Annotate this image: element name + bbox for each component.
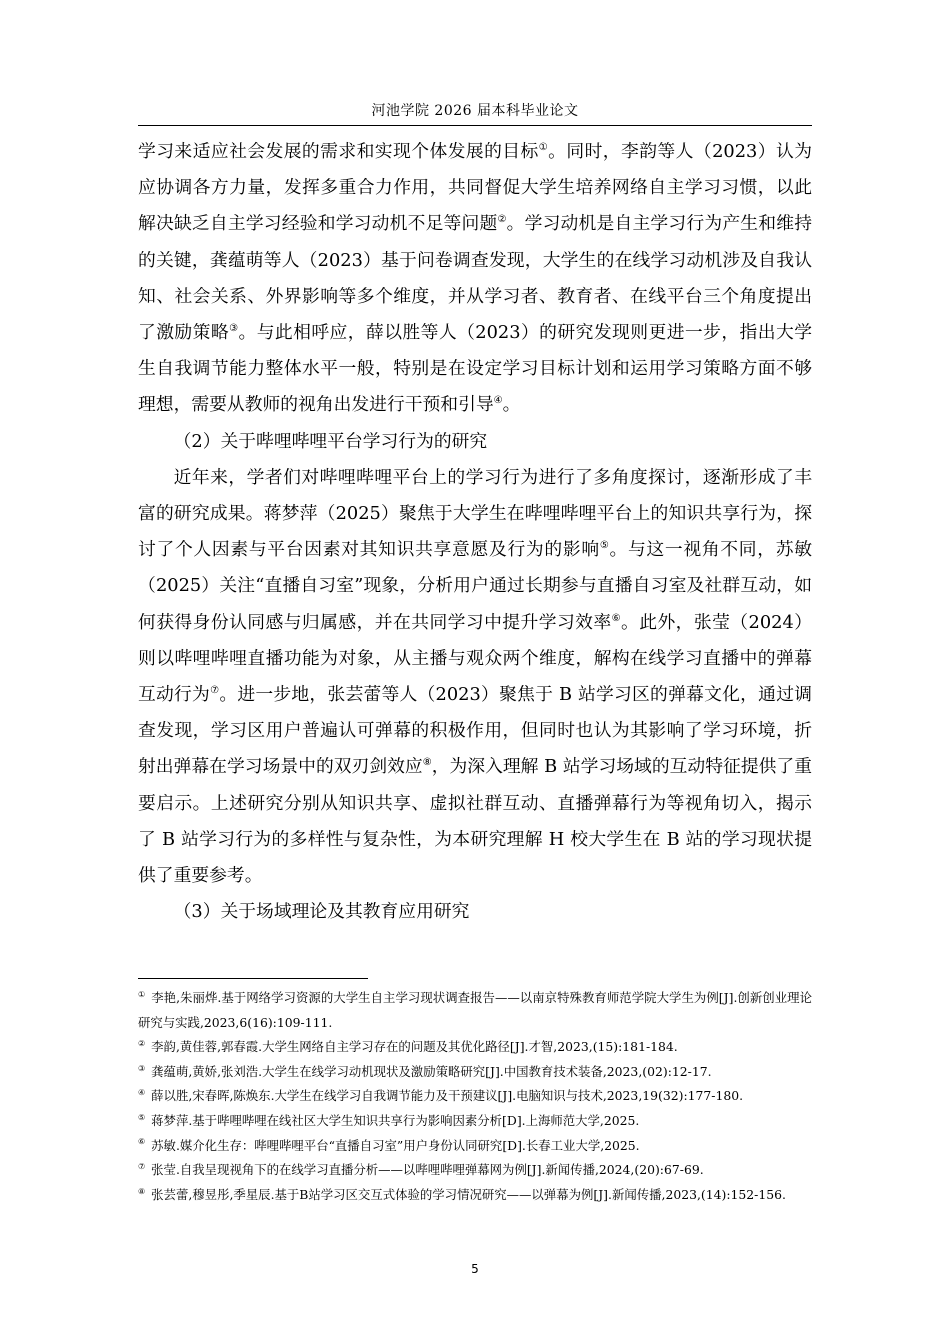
subheading-3: （3）关于场域理论及其教育应用研究: [173, 901, 470, 923]
footnote-divider: [138, 978, 368, 979]
footnote-5: ⑤ 蒋梦萍.基于哔哩哔哩在线社区大学生知识共享行为影响因素分析[D].上海师范大学,2025.: [138, 1112, 640, 1128]
footnote-3: ③ 龚蕴萌,黄娇,张刘浩.大学生在线学习动机现状及激励策略研究[J].中国教育技术装备,2023,(02):12-17.: [138, 1063, 712, 1079]
footnote-ref-8[interactable]: ⑧: [422, 757, 432, 769]
footnote-ref-2[interactable]: ②: [497, 214, 507, 226]
page-number: 5: [471, 1262, 479, 1276]
footnote-4: ④ 薛以胜,宋春晖,陈焕东.大学生在线学习自我调节能力及干预建议[J].电脑知识与技术,2023,19(32):177-180.: [138, 1088, 744, 1104]
footnotes: [138, 986, 812, 1207]
footnote-6: ⑥ 苏敏.媒介化生存：哔哩哔哩平台“直播自习室”用户身份认同研究[D].长春工业大学,2025.: [138, 1137, 640, 1153]
footnote-2: ② 李韵,黄佳蓉,郭春霞.大学生网络自主学习存在的问题及其优化路径[J].才智,2023,(15):181-184.: [138, 1039, 678, 1055]
footnote-ref-5[interactable]: ⑤: [599, 540, 610, 552]
footnote-ref-7[interactable]: ⑦: [210, 685, 220, 697]
footnote-ref-3[interactable]: ③: [229, 323, 239, 335]
header-divider: [138, 125, 812, 126]
paragraph-1: 学习来适应社会发展的需求和实现个体发展的目标①。同时，李韵等人（2023）认为应协调各方力量，发挥多重合力作用，共同督促大学生培养网络自主学习习惯，以此解决缺乏自主学习经验和学习动机不足等问题②。学习动机是自主学习行为产生和维持的关键，龚蕴萌等人（2023）基于问卷调查发现，大学生的在线学习动机涉及自我认知、社会关系、外界影响等多个维度，并从学习者、教育者、在线平台三个角度提出了激励策略③。与此相呼应，薛以胜等人（2023）的研究发现则更进一步，指出大学生自我调节能力整体水平一般，特别是在设定学习目标计划和运用学习策略方面不够理想，需要从教师的视角出发进行干预和引导④。: [138, 141, 812, 416]
footnote-7: ⑦ 张莹.自我呈现视角下的在线学习直播分析——以哔哩哔哩弹幕网为例[J].新闻传播,2024,(20):67-69.: [138, 1162, 704, 1178]
footnote-ref-6[interactable]: ⑥: [611, 612, 622, 624]
paragraph-2: 近年来，学者们对哔哩哔哩平台上的学习行为进行了多角度探讨，逐渐形成了丰富的研究成果。蒋梦萍（2025）聚焦于大学生在哔哩哔哩平台上的知识共享行为，探讨了个人因素与平台因素对其知识共享意愿及行为的影响⑤。与这一视角不同，苏敏（2025）关注“直播自习室”现象，分析用户通过长期参与直播自习室及社群互动，如何获得身份认同感与归属感，并在共同学习中提升学习效率⑥。此外，张莹（2024）则以哔哩哔哩直播功能为对象，从主播与观众两个维度，解构在线学习直播中的弹幕互动行为⑦。进一步地，张芸蕾等人（2023）聚焦于 B 站学习区的弹幕文化，通过调查发现，学习区用户普遍认可弹幕的积极作用，但同时也认为其影响了学习环境，折射出弹幕在学习场景中的双刃剑效应⑧，为深入理解 B 站学习场域的互动特征提供了重要启示。上述研究分别从知识共享、虚拟社群互动、直播弹幕行为等视角切入，揭示了 B 站学习行为的多样性与复杂性，为本研究理解 H 校大学生在 B 站的学习现状提供了重要参考。: [138, 466, 813, 887]
body-text: [138, 134, 812, 930]
footnote-ref-1[interactable]: ①: [538, 142, 549, 154]
footnote-ref-4[interactable]: ④: [493, 395, 503, 407]
footnote-8: ⑧ 张芸蕾,穆昱彤,季星辰.基于B站学习区交互式体验的学习情况研究——以弹幕为例[J].新闻传播,2023,(14):152-156.: [138, 1186, 786, 1202]
subheading-2: （2）关于哔哩哔哩平台学习行为的研究: [173, 430, 488, 452]
running-header: 河池学院 2026 届本科毕业论文: [371, 103, 579, 119]
footnote-1: ① 李艳,朱丽烨.基于网络学习资源的大学生自主学习现状调查报告——以南京特殊教育师范学院大学生为例[J].创新创业理论研究与实践,2023,6(16):109-111.: [138, 989, 812, 1030]
